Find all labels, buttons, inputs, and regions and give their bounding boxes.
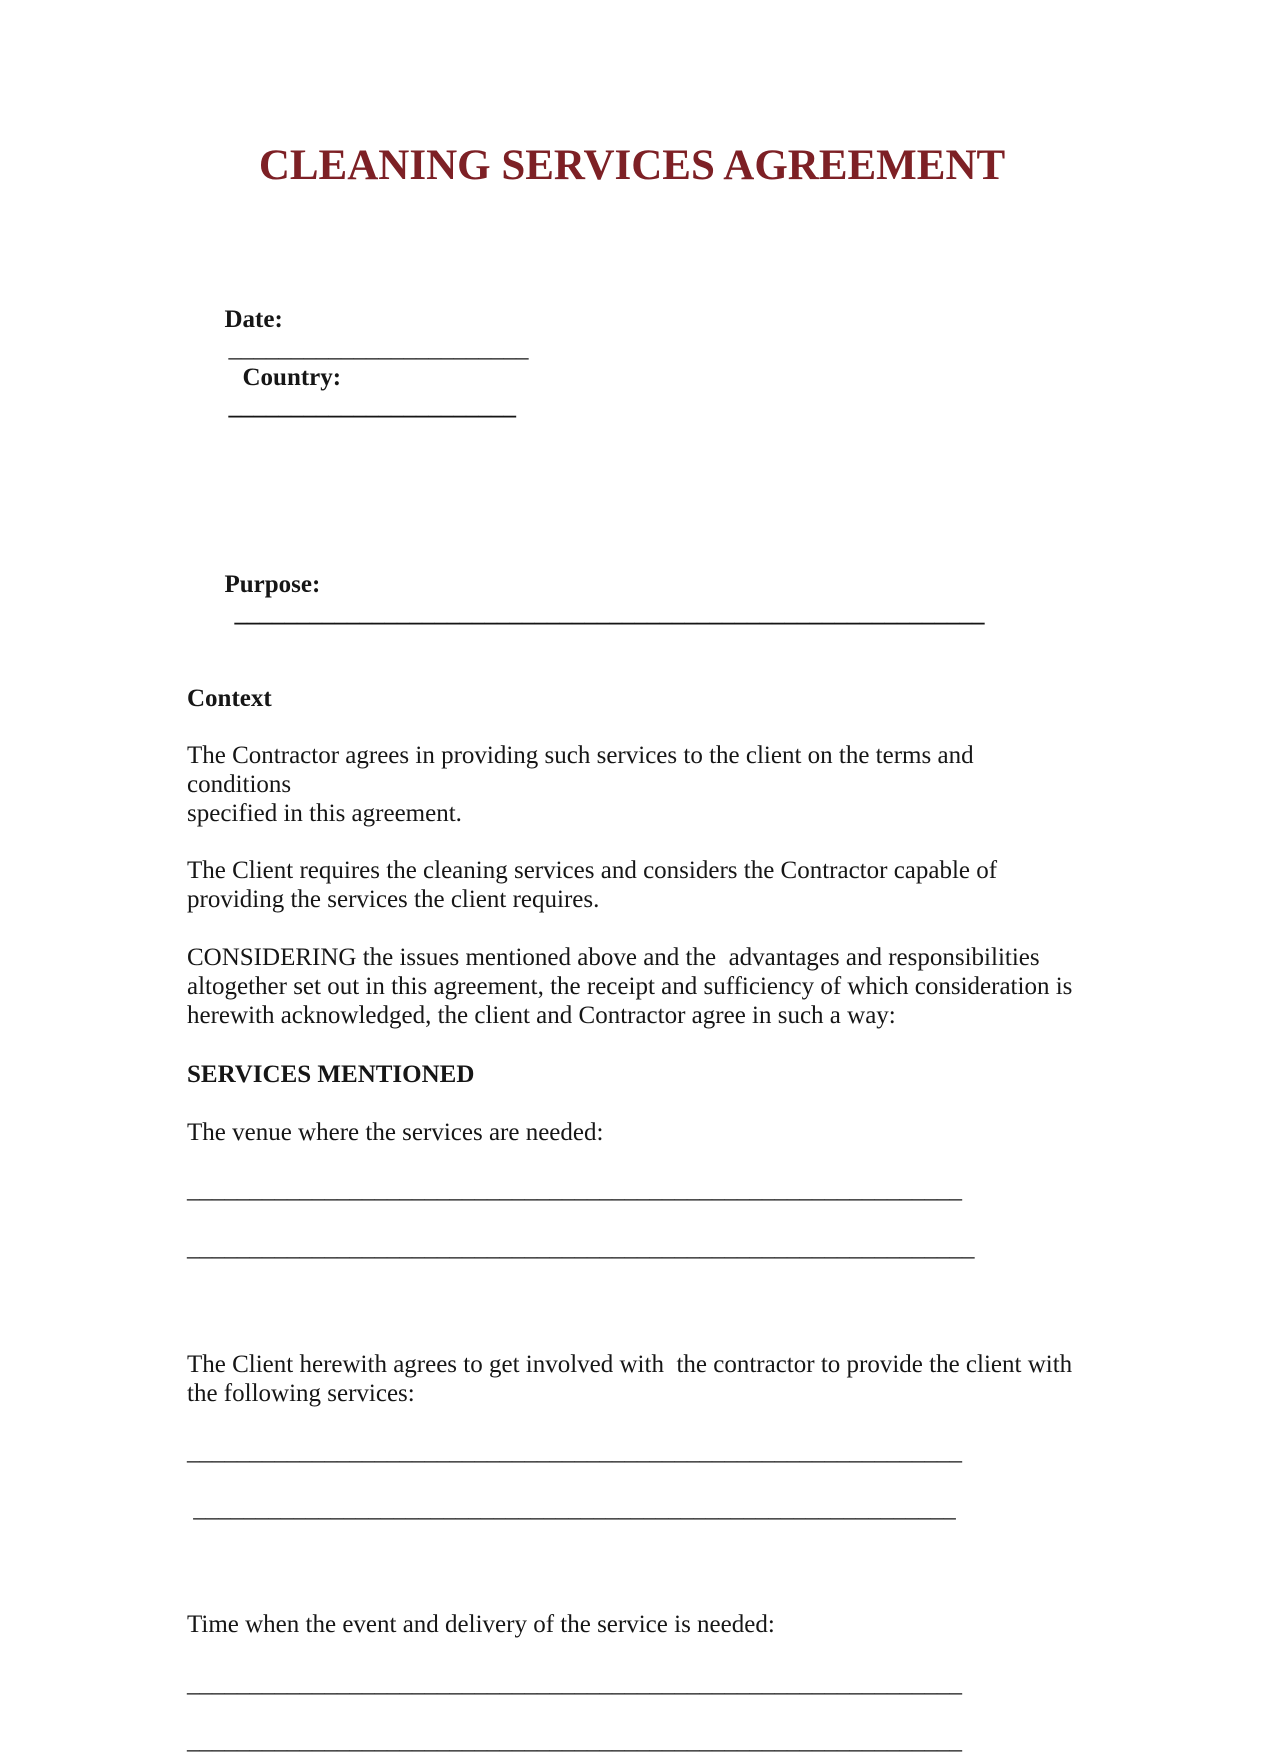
services-heading: SERVICES MENTIONED	[187, 1061, 475, 1088]
time-blank-line-1[interactable]: ______________________________________________________________	[187, 1670, 962, 1697]
venue-prompt: The venue where the services are needed:	[187, 1119, 604, 1146]
paragraph-line: CONSIDERING the issues mentioned above and the advantages and responsibilities	[187, 944, 1040, 971]
country-label: Country:	[242, 364, 342, 391]
date-label: Date:	[224, 306, 283, 333]
purpose-blank[interactable]: ____________________________________________________________	[234, 600, 985, 627]
paragraph-line: altogether set out in this agreement, the receipt and sufficiency of which consideration is	[187, 973, 1073, 1000]
purpose-label: Purpose:	[224, 571, 321, 598]
venue-blank-line-1[interactable]: ______________________________________________________________	[187, 1176, 962, 1203]
context-paragraph-2	[187, 856, 1077, 914]
context-heading: Context	[187, 685, 272, 712]
paragraph-line: herewith acknowledged, the client and Contractor agree in such a way:	[187, 1002, 896, 1029]
paragraph-line: providing the services the client requires.	[187, 886, 600, 913]
time-prompt: Time when the event and delivery of the service is needed:	[187, 1611, 775, 1638]
date-blank[interactable]: ________________________	[228, 335, 529, 362]
paragraph-line: The Contractor agrees in providing such services to the client on the terms and conditions	[187, 742, 980, 798]
venue-blank-line-2[interactable]: _______________________________________________________________	[187, 1234, 975, 1261]
purpose-row	[187, 541, 1077, 657]
context-paragraph-3	[187, 943, 1077, 1030]
paragraph-line: The Client herewith agrees to get involved with the contractor to provide the client with	[187, 1351, 1073, 1378]
time-blank-line-2[interactable]: ______________________________________________________________	[187, 1727, 962, 1754]
context-paragraph-1	[187, 741, 1077, 828]
date-country-row	[187, 276, 1077, 450]
country-blank[interactable]: _______________________	[228, 393, 516, 420]
paragraph-line: The Client requires the cleaning services and considers the Contractor capable of	[187, 857, 998, 884]
paragraph-line: the following services:	[187, 1380, 415, 1407]
services-blank-line-2[interactable]: _____________________________________________________________	[187, 1495, 956, 1522]
page-title: CLEANING SERVICES AGREEMENT	[258, 142, 1006, 189]
services-blank-line-1[interactable]: ______________________________________________________________	[187, 1438, 962, 1465]
document-content	[187, 0, 1077, 1755]
client-services-paragraph	[187, 1350, 1077, 1408]
paragraph-line: specified in this agreement.	[187, 800, 462, 827]
